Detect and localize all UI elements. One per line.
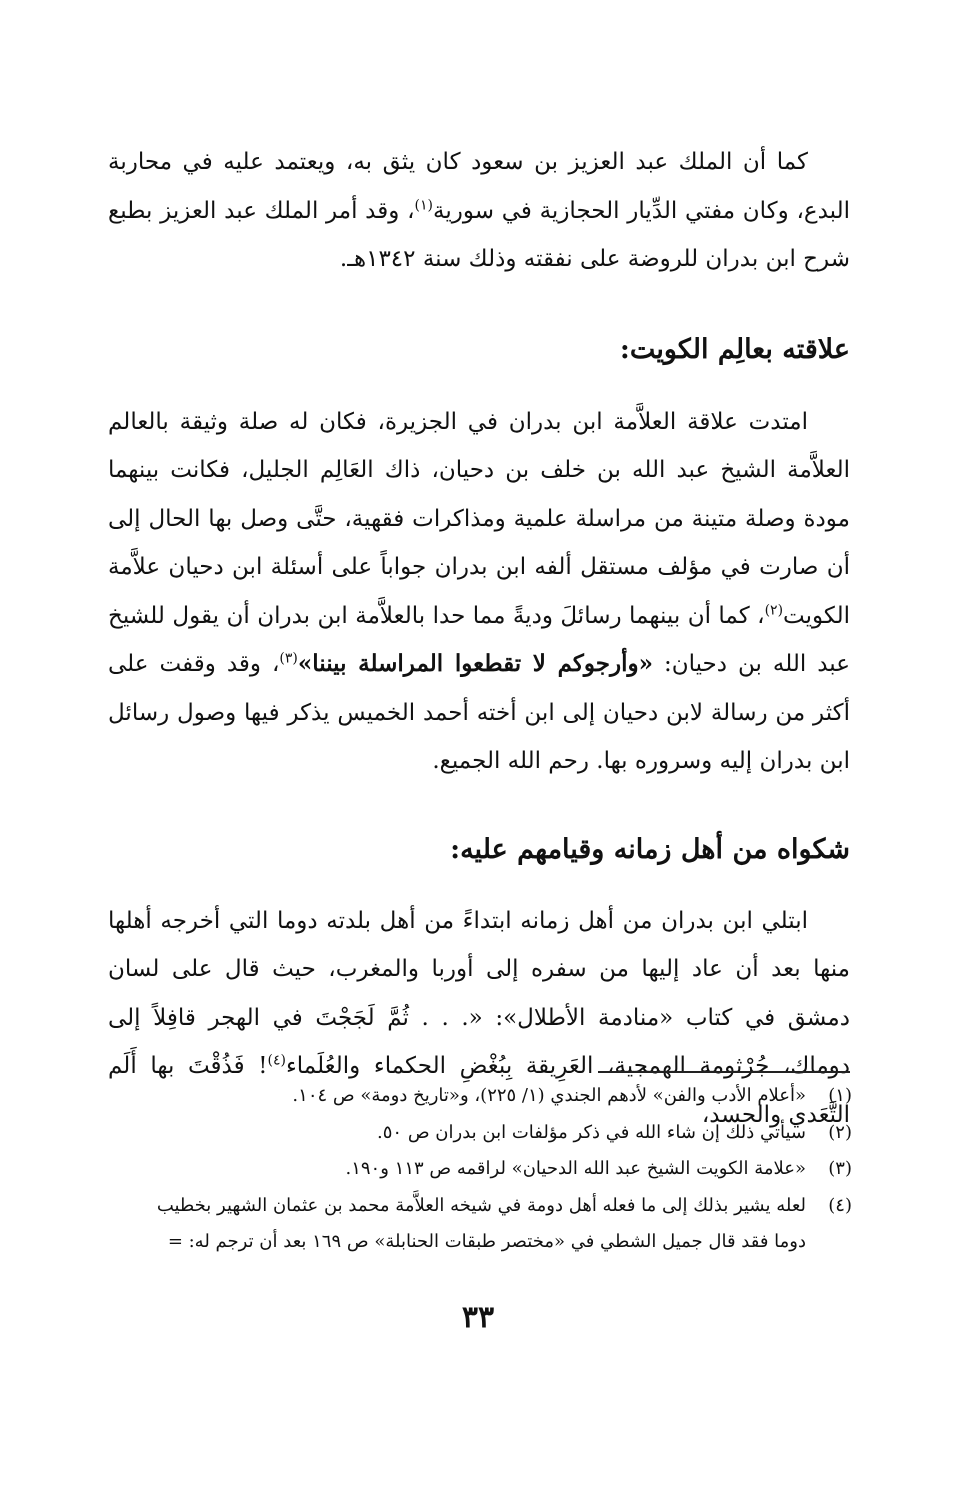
footnote-item [108,1115,852,1152]
footnote-text: «أعلام الأدب والفن» لأدهم الجندي (١/ ٢٢٥)، و«تاريخ دومة» ص ١٠٤. [292,1085,806,1106]
page-number: ٣٣ [461,1300,495,1335]
section-heading-kuwait: علاقته بعالِم الكويت: [619,333,850,365]
footnote-divider [598,1071,850,1073]
footnote-ref-2: (٢) [764,601,784,618]
footnote-continuation: دوما فقد قال جميل الشطي في «مختصر طبقات الحنابلة» ص ١٦٩ بعد أن ترجم له: = [167,1231,806,1252]
page-body [108,138,850,1139]
intro-text: كما أن الملك عبد العزيز بن سعود كان يثق به، ويعتمد عليه في محاربة البدع، وكان مفتي الدِّيار الحجازية في سورية [108,149,850,224]
section-heading-complaint: شكواه من أهل زمانه وقيامهم عليه: [450,833,850,865]
footnote-text: سيأتي ذلك إن شاء الله في ذكر مؤلفات ابن بدران ص ٥٠. [377,1121,806,1143]
intro-paragraph [108,138,850,284]
kuwait-text-1: امتدت علاقة العلاَّمة ابن بدران في الجزيرة، فكان له صلة وثيقة بالعالم العلاَّمة الشيخ عبد الله بن خلف بن دحيان، ذاك العَالِم الجليل، فكانت بينهما مودة وصلة متينة من مراسلة علمية ومذاكرات فقهية، حتَّى وصل بها الحال إلى أن صارت في مؤلف مستقل ألفه ابن بدران جواباً على أسئلة ابن دحيان علاَّمة الكويت [108,408,850,629]
complaint-text-2: ! فَذُقْتَ بها أَلَم التَّعَدي والحسد، [108,1053,850,1128]
footnote-ref-3: (٣) [279,650,298,667]
footnote-item [108,1188,852,1225]
footnote-number: (٣) [828,1158,852,1179]
footnote-item [108,1078,852,1115]
footnote-number: (١) [828,1085,852,1106]
kuwait-paragraph [108,398,850,786]
footnote-number: (٤) [828,1194,852,1216]
footnote-ref-4: (٤) [267,1052,286,1069]
kuwait-text-2: ، كما أن بينهما رسائلَ وديةً مما حدا بالعلاَّمة ابن بدران أن يقول للشيخ عبد الله بن دحيان: [108,602,850,677]
intro-tail-text: ، وقد أمر الملك عبد العزيز بطبع شرح ابن بدران للروضة على نفقته وذلك سنة ١٣٤٢هـ. [108,197,850,272]
complaint-text-1: ابتلي ابن بدران من أهل زمانه ابتداءً من أهل بلدته دوما التي أخرجه أهلها منها بعد أن عاد إليها من سفره إلى أوربا والمغرب، حيث قال على لسان دمشق في كتاب «منادمة الأطلال»: «. . . ثُمَّ لَجَجْتَ في الهجر قافِلاً إلى دوماك، جُرْثومة الهمجية، العَرِيقة بِبُغْضِ الحكماء والعُلَماء [108,907,850,1079]
footnote-continuation-row [108,1224,852,1261]
kuwait-quote: «وأرجوكم لا تقطعوا المراسلة بيننا» [297,650,653,677]
footnote-item [108,1151,852,1188]
kuwait-text-3: ، وقد وقفت على أكثر من رسالة لابن دحيان إلى ابن أخته أحمد الخميس يذكر فيها وصول رسائل ابن بدران إليه وسروره بها. رحم الله الجميع. [108,651,850,774]
footnote-ref-1: (١) [414,196,433,213]
footnotes [108,1078,852,1261]
footnote-text: «علامة الكويت الشيخ عبد الله الدحيان» لراقمه ص ١١٣ و١٩٠. [345,1158,806,1179]
footnote-number: (٢) [828,1121,852,1143]
footnote-text: لعله يشير بذلك إلى ما فعله أهل دومة في شيخه العلاَّمة محمد بن عثمان الشهير بخطيب [156,1194,806,1216]
